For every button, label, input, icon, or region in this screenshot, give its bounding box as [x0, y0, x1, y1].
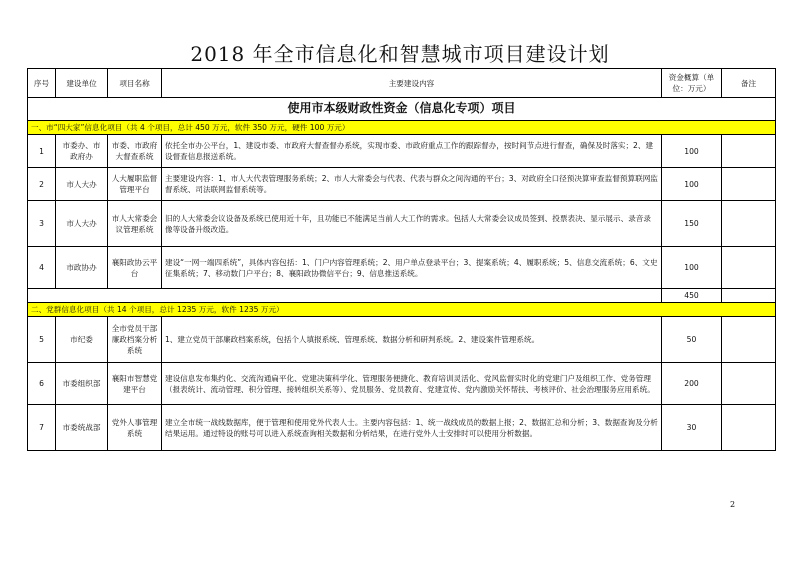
remark: [722, 317, 776, 363]
project-name: 全市党员干部廉政档案分析系统: [108, 317, 162, 363]
project-content: 建设信息发布集约化、交流沟通扁平化、党建决策科学化、管理服务便捷化、教育培训灵活化、党风监督实时化的党建门户及组织工作、党务管理（报表统计、流动管理、积分管理、接转组织关系等）、党员服务、党员教育、党建宣传、党内激励关怀帮扶、考核评价、社会治理服务应用系统。: [162, 363, 662, 405]
header-name: 项目名称: [108, 69, 162, 98]
page-title: 2018 年全市信息化和智慧城市项目建设计划: [190, 42, 610, 66]
table-row: [28, 317, 776, 363]
construction-unit: 市人大办: [56, 201, 108, 247]
project-name: 人大履职监督管理平台: [108, 168, 162, 201]
category-2-rows: [28, 317, 776, 451]
remark: [722, 201, 776, 247]
table-row: [28, 247, 776, 289]
table-row: [28, 405, 776, 451]
project-table: [27, 68, 776, 451]
subtotal-value: 450: [662, 289, 722, 303]
project-name: 市委、市政府大督查系统: [108, 135, 162, 168]
construction-unit: 市委办、市政府办: [56, 135, 108, 168]
project-content: 依托全市办公平台，1、建设市委、市政府大督查督办系统，实现市委、市政府重点工作的跟踪督办，按时间节点进行督查，确保及时落实；2、建设督查信息报送系统。: [162, 135, 662, 168]
header-no: 序号: [28, 69, 56, 98]
table-row: [28, 363, 776, 405]
row-number: 1: [28, 135, 56, 168]
category-row: [28, 303, 776, 317]
project-content: 建设“一网一端四系统”，具体内容包括：1、门户内容管理系统；2、用户单点登录平台；3、提案系统；4、履职系统；5、信息交流系统；6、文史征集系统；7、移动数门户平台；8、襄阳政协微信平台；9、信息推送系统。: [162, 247, 662, 289]
category-2: 二、党群信息化项目（共 14 个项目，总计 1235 万元，软件 1235 万元）: [28, 303, 776, 317]
budget-value: 100: [662, 135, 722, 168]
table-row: [28, 201, 776, 247]
category-1-rows: [28, 135, 776, 289]
project-content: 旧的人大常委会议设备及系统已使用近十年，且功能已不能满足当前人大工作的需求。包括人大常委会议成员签到、投票表决、显示展示、录音录像等设备升级改造。: [162, 201, 662, 247]
remark: [722, 405, 776, 451]
row-number: 5: [28, 317, 56, 363]
table-row: [28, 168, 776, 201]
remark: [722, 168, 776, 201]
section-title-row: [28, 98, 776, 121]
construction-unit: 市政协办: [56, 247, 108, 289]
project-name: 襄阳市智慧党建平台: [108, 363, 162, 405]
budget-value: 150: [662, 201, 722, 247]
row-number: 3: [28, 201, 56, 247]
category-row: [28, 121, 776, 135]
project-name: 市人大常委会议管理系统: [108, 201, 162, 247]
construction-unit: 市委组织部: [56, 363, 108, 405]
remark: [722, 247, 776, 289]
budget-value: 100: [662, 247, 722, 289]
row-number: 2: [28, 168, 56, 201]
row-number: 7: [28, 405, 56, 451]
remark: [722, 135, 776, 168]
construction-unit: 市委统战部: [56, 405, 108, 451]
project-content: 建立全市统一战线数据库，便于管理和使用党外代表人士。主要内容包括：1、统一战线成员的数据上报；2、数据汇总和分析；3、数据查询及分析结果运用。通过特设的账号可以进入系统查询相关数据和分析结果，在进行党外人士安排时可以使用分析数据。: [162, 405, 662, 451]
construction-unit: 市人大办: [56, 168, 108, 201]
table-header-row: [28, 69, 776, 98]
row-number: 6: [28, 363, 56, 405]
budget-value: 50: [662, 317, 722, 363]
budget-value: 100: [662, 168, 722, 201]
row-number: 4: [28, 247, 56, 289]
category-1: 一、市“四大家”信息化项目（共 4 个项目，总计 450 万元，软件 350 万元，硬件 100 万元）: [28, 121, 776, 135]
subtotal-note: [722, 289, 776, 303]
project-content: 主要建设内容：1、市人大代表管理服务系统；2、市人大常委会与代表、代表与群众之间沟通的平台；3、对政府全口径预决算审查监督预算联网监督系统、司法联网监督系统等。: [162, 168, 662, 201]
project-name: 襄阳政协云平台: [108, 247, 162, 289]
project-name: 党外人事管理系统: [108, 405, 162, 451]
construction-unit: 市纪委: [56, 317, 108, 363]
budget-value: 200: [662, 363, 722, 405]
header-unit: 建设单位: [56, 69, 108, 98]
remark: [722, 363, 776, 405]
section-title: 使用市本级财政性资金（信息化专项）项目: [28, 98, 776, 121]
table-row: [28, 135, 776, 168]
header-note: 备注: [722, 69, 776, 98]
header-content: 主要建设内容: [162, 69, 662, 98]
subtotal-blank: [28, 289, 662, 303]
budget-value: 30: [662, 405, 722, 451]
header-budget: 资金概算（单位：万元）: [662, 69, 722, 98]
project-content: 1、建立党员干部廉政档案系统，包括个人填报系统、管理系统、数据分析和研判系统。2、建设案件管理系统。: [162, 317, 662, 363]
page-number: 2: [730, 500, 736, 509]
subtotal-row: [28, 289, 776, 303]
